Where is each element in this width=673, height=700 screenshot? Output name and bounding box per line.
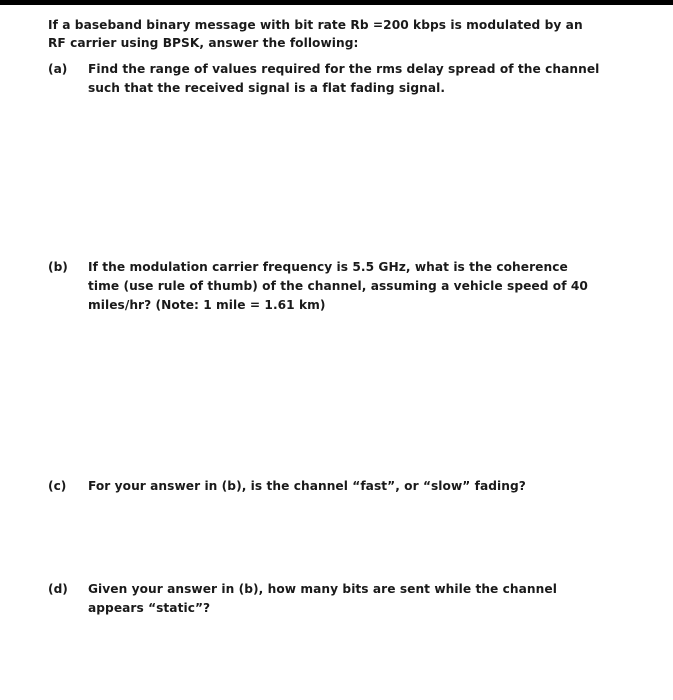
question-c-label: (c) [48, 479, 67, 493]
question-c-text [88, 477, 648, 496]
question-b-line-3: miles/hr? (Note: 1 mile = 1.61 km) [88, 298, 326, 312]
question-d-line-2: appears “static”? [88, 601, 211, 615]
intro-line-1: If a baseband binary message with bit rate Rb =200 kbps is modulated by an [48, 18, 583, 32]
question-c-line-1: For your answer in (b), is the channel “fast”, or “slow” fading? [88, 479, 526, 493]
intro-line-2: RF carrier using BPSK, answer the following: [48, 36, 359, 50]
question-a-line-2: such that the received signal is a flat fading signal. [88, 81, 446, 95]
question-d-label: (d) [48, 582, 68, 596]
question-b-line-2: time (use rule of thumb) of the channel, assuming a vehicle speed of 40 [88, 279, 588, 293]
question-d-line-1: Given your answer in (b), how many bits are sent while the channel [88, 582, 557, 596]
question-b-text [88, 258, 648, 315]
question-a-line-1: Find the range of values required for the rms delay spread of the channel [88, 62, 600, 76]
question-a-text [88, 60, 648, 98]
question-d-text [88, 580, 648, 618]
question-b-line-1: If the modulation carrier frequency is 5.5 GHz, what is the coherence [88, 260, 568, 274]
question-b-label: (b) [48, 260, 68, 274]
question-a-label: (a) [48, 62, 68, 76]
